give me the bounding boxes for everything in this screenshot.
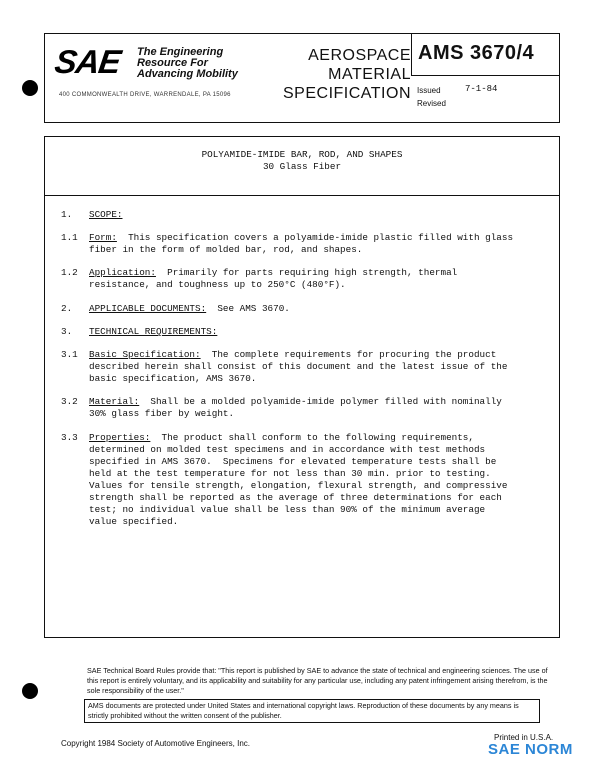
sae-logo-mark: SAE bbox=[52, 43, 123, 80]
printed-in-usa: Printed in U.S.A. bbox=[494, 733, 554, 742]
section-heading: Application: bbox=[89, 267, 156, 278]
section-3-3: 3.3 Properties: The product shall conform to the following requirements, determined on molded test specimens and in accordance with test methods specified in AMS 3670. Specimens for elevated temperature tests shall be held at the test temperature for not less than 30 min. prior to testing. Values for tensile strength, elongation, flexural strength, and compressive strength shall be reported as the average of three determinations for each test; no individual value shall be less than 90% of the minimum average value specified. bbox=[61, 432, 508, 527]
section-1: 1. SCOPE: bbox=[61, 209, 123, 220]
issue-info bbox=[417, 84, 446, 110]
revised-label: Revised bbox=[417, 99, 446, 108]
section-text: Shall be a molded polyamide-imide polymer filled with nominally 30% glass fiber by weight. bbox=[89, 396, 502, 419]
section-text: See AMS 3670. bbox=[206, 303, 290, 314]
binder-hole-top bbox=[22, 80, 38, 96]
copyright-protection-notice: AMS documents are protected under United States and international copyright laws. Reproduction of these documents by any means is strictly prohibited without the written consent of the publisher. bbox=[84, 699, 540, 723]
section-text: Primarily for parts requiring high strength, thermal resistance, and toughness up to 250°C (480°F). bbox=[89, 267, 458, 290]
section-1-1: 1.1 Form: This specification covers a polyamide-imide plastic filled with glass fiber in the form of molded bar, rod, and shapes. bbox=[61, 232, 514, 255]
copyright-line: Copyright 1984 Society of Automotive Engineers, Inc. bbox=[61, 739, 250, 748]
document-subtitle: 30 Glass Fiber bbox=[262, 161, 342, 172]
section-3: 3. TECHNICAL REQUIREMENTS: bbox=[61, 326, 218, 337]
sae-tagline: The Engineering Resource For Advancing Mobility bbox=[137, 46, 238, 80]
section-text: This specification covers a polyamide-imide plastic filled with glass fiber in the form of molded bar, rod, and shapes. bbox=[89, 232, 514, 255]
section-3-1: 3.1 Basic Specification: The complete requirements for procuring the product described herein shall consist of this document and the latest issue of the basic specification, AMS 3670. bbox=[61, 349, 508, 384]
ams-number: AMS 3670/4 bbox=[418, 42, 535, 64]
sae-norm-watermark: SAE NORM bbox=[488, 741, 573, 758]
section-heading: TECHNICAL REQUIREMENTS: bbox=[89, 326, 218, 337]
section-2: 2. APPLICABLE DOCUMENTS: See AMS 3670. bbox=[61, 303, 290, 314]
section-heading: Properties: bbox=[89, 432, 151, 443]
title-divider bbox=[45, 195, 559, 196]
section-heading: APPLICABLE DOCUMENTS: bbox=[89, 303, 207, 314]
section-1-2: 1.2 Application: Primarily for parts requiring high strength, thermal resistance, and toughness up to 250°C (480°F). bbox=[61, 267, 458, 290]
section-text: The complete requirements for procuring the product described herein shall consist of this document and the latest issue of the basic specification, AMS 3670. bbox=[89, 349, 508, 384]
document-title: POLYAMIDE-IMIDE BAR, ROD, AND SHAPES bbox=[201, 149, 403, 160]
section-heading: SCOPE: bbox=[89, 209, 123, 220]
section-heading: Material: bbox=[89, 396, 140, 407]
document-body bbox=[44, 136, 560, 638]
section-3-2: 3.2 Material: Shall be a molded polyamide-imide polymer filled with nominally 30% glass fiber by weight. bbox=[61, 396, 502, 419]
sae-address: 400 COMMONWEALTH DRIVE, WARRENDALE, PA 15096 bbox=[59, 92, 231, 98]
technical-board-notice: SAE Technical Board Rules provide that: "This report is published by SAE to advance the state of technical and engineering sciences. The use of this report is entirely voluntary, and its applicability and suitability for any particular use, including any patent infringement arising therefrom, is the sole responsibility of the user." bbox=[87, 666, 548, 695]
spec-type-title: AEROSPACE MATERIAL SPECIFICATION bbox=[283, 47, 411, 102]
section-heading: Basic Specification: bbox=[89, 349, 201, 360]
section-text: The product shall conform to the following requirements, determined on molded test specimens and in accordance with test methods specified in AMS 3670. Specimens for elevated temperature tests shall be held at the test temperature for not less than 30 min. prior to testing. Values for tensile strength, elongation, flexural strength, and compressive strength shall be reported as the average of three determinations for each test; no individual value shall be less than 90% of the minimum average value specified. bbox=[89, 432, 508, 527]
ams-number-box bbox=[411, 33, 560, 76]
header-box bbox=[44, 33, 560, 123]
section-heading: Form: bbox=[89, 232, 117, 243]
sae-logo bbox=[45, 34, 265, 122]
issued-label: Issued bbox=[417, 86, 441, 95]
issued-date: 7-1-84 bbox=[465, 84, 498, 94]
binder-hole-bottom bbox=[22, 683, 38, 699]
